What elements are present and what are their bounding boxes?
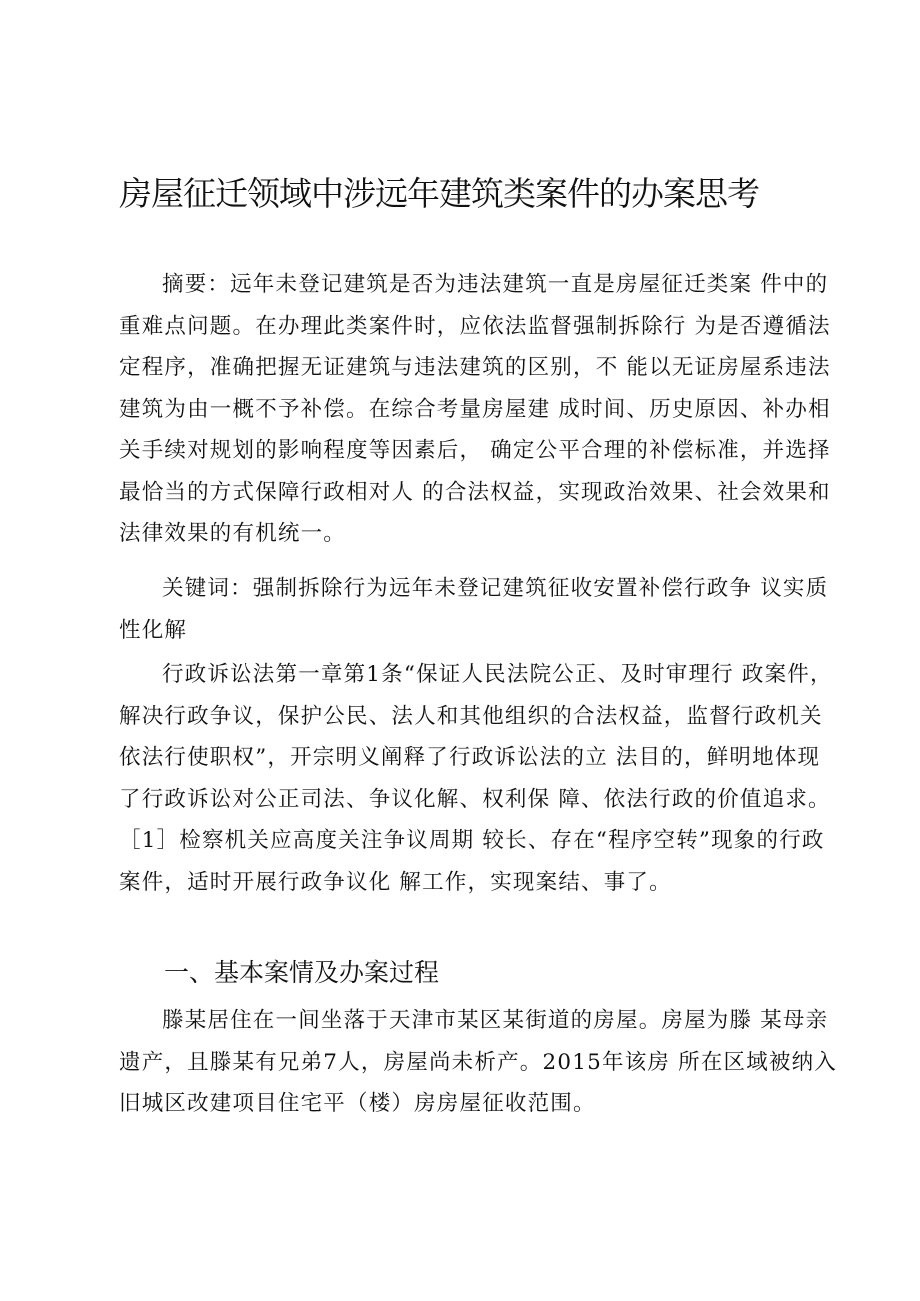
keywords-paragraph: 关键词：强制拆除行为远年未登记建筑征收安置补偿行政争 议实质性化解	[119, 576, 829, 643]
document-title: 房屋征迁领域中涉远年建筑类案件的办案思考	[119, 174, 759, 213]
abstract-paragraph: 摘要：远年未登记建筑是否为违法建筑一直是房屋征迁类案 件中的重难点问题。在办理此类案件时，应依法监督强制拆除行 为是否遵循法定程序，准确把握无证建筑与违法建筑的区别，不 能以无证房屋系违法建筑为由一概不予补偿。在综合考量房屋建 成时间、历史原因、补办相关手续对规划的影响程度等因素后， 确定公平合理的补偿标准，并选择最恰当的方式保障行政相对人 的合法权益，实现政治效果、社会效果和法律效果的有机统一。	[119, 272, 831, 546]
section-heading: 一、基本案情及办案过程	[164, 958, 440, 987]
intro-paragraph: 行政诉讼法第一章第1条“保证人民法院公正、及时审理行 政案件，解决行政争议，保护公民、法人和其他组织的合法权益，监督行政机关依法行使职权”，开宗明义阐释了行政诉讼法的立 法目的，鲜明地体现了行政诉讼对公正司法、争议化解、权利保 障、依法行政的价值追求。［1］检察机关应高度关注争议周期 较长、存在“程序空转”现象的行政案件，适时开展行政争议化 解工作，实现案结、事了。	[119, 662, 833, 895]
case-paragraph: 滕某居住在一间坐落于天津市某区某街道的房屋。房屋为滕 某母亲遗产，且滕某有兄弟7人，房屋尚未析产。2015年该房 所在区域被纳入旧城区改建项目住宅平（楼）房房屋征收范围。	[119, 1008, 838, 1116]
